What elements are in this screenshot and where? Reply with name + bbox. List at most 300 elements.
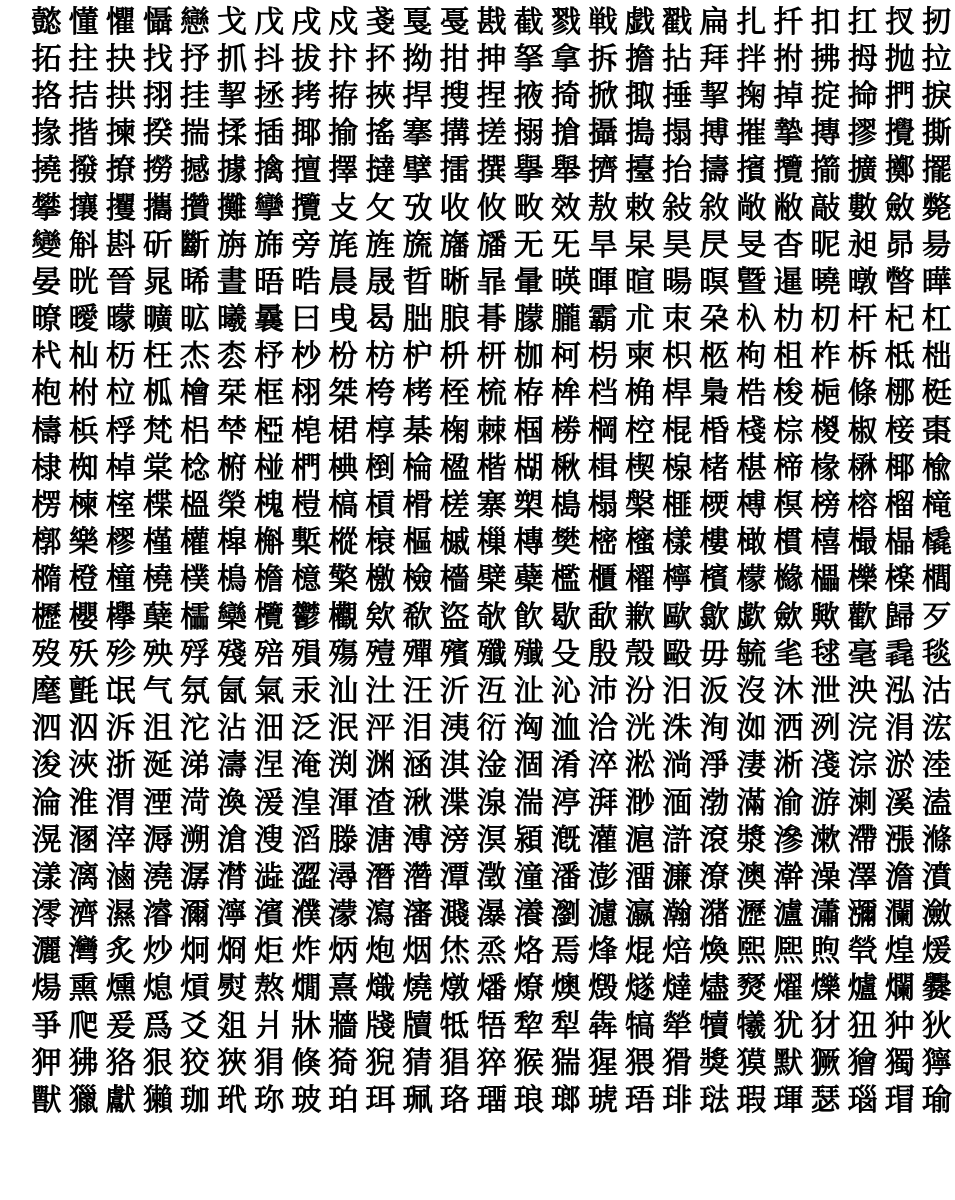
glyph-char: 潁	[513, 822, 544, 858]
glyph-char: 爍	[810, 971, 841, 1007]
glyph-char: 珈	[179, 1083, 210, 1119]
glyph-char: 猩	[587, 1045, 618, 1081]
glyph-char: 敲	[810, 190, 841, 226]
glyph-char: 濆	[921, 859, 952, 895]
glyph-row	[28, 748, 952, 785]
glyph-char: 枉	[142, 339, 173, 375]
glyph-char: 麾	[31, 673, 62, 709]
glyph-row	[28, 4, 952, 41]
glyph-char: 朖	[439, 302, 470, 338]
glyph-char: 欷	[402, 599, 433, 635]
glyph-row	[28, 785, 952, 822]
glyph-char: 撓	[31, 153, 62, 189]
glyph-char: 浣	[847, 711, 878, 747]
glyph-char: 舉	[550, 153, 581, 189]
glyph-char: 濬	[142, 897, 173, 933]
glyph-char: 蘖	[142, 599, 173, 635]
glyph-char: 梵	[142, 413, 173, 449]
glyph-char: 樊	[550, 525, 581, 561]
glyph-char: 暼	[884, 264, 915, 300]
glyph-char: 歔	[736, 599, 767, 635]
glyph-char: 汢	[365, 673, 396, 709]
glyph-char: 獻	[105, 1083, 136, 1119]
glyph-char: 攣	[254, 190, 285, 226]
glyph-char: 沮	[142, 711, 173, 747]
glyph-char: 樣	[662, 525, 693, 561]
glyph-char: 杲	[625, 227, 656, 263]
glyph-char: 泄	[810, 673, 841, 709]
glyph-char: 掟	[810, 78, 841, 114]
glyph-char: 珞	[439, 1083, 470, 1119]
glyph-char: 淇	[439, 748, 470, 784]
glyph-char: 昴	[884, 227, 915, 263]
glyph-row	[28, 376, 952, 413]
glyph-char: 淆	[550, 748, 581, 784]
glyph-char: 獵	[68, 1083, 99, 1119]
glyph-char: 杳	[773, 227, 804, 263]
glyph-char: 擴	[847, 153, 878, 189]
glyph-char: 橄	[736, 525, 767, 561]
glyph-char: 斷	[179, 227, 210, 263]
glyph-char: 汳	[699, 673, 730, 709]
glyph-char: 炯	[179, 934, 210, 970]
glyph-char: 蘗	[513, 562, 544, 598]
glyph-char: 拔	[291, 41, 322, 77]
glyph-char: 楡	[921, 450, 952, 486]
glyph-char: 榑	[736, 488, 767, 524]
glyph-char: 柢	[884, 339, 915, 375]
glyph-char: 掫	[625, 78, 656, 114]
glyph-row	[28, 1045, 952, 1082]
glyph-char: 烋	[439, 934, 470, 970]
glyph-row	[28, 562, 952, 599]
glyph-char: 椢	[513, 413, 544, 449]
glyph-char: 濱	[254, 897, 285, 933]
glyph-row	[28, 822, 952, 859]
glyph-char: 濘	[217, 897, 248, 933]
glyph-char: 桾	[328, 413, 359, 449]
glyph-char: 晏	[31, 264, 62, 300]
glyph-char: 燵	[662, 971, 693, 1007]
glyph-char: 槎	[439, 488, 470, 524]
glyph-char: 洟	[439, 711, 470, 747]
glyph-char: 昃	[699, 227, 730, 263]
glyph-row	[28, 636, 952, 673]
glyph-char: 櫂	[625, 562, 656, 598]
glyph-char: 樞	[402, 525, 433, 561]
glyph-char: 杁	[736, 302, 767, 338]
glyph-char: 摎	[847, 116, 878, 152]
glyph-char: 擧	[513, 153, 544, 189]
glyph-char: 櫑	[810, 562, 841, 598]
glyph-char: 漱	[810, 822, 841, 858]
glyph-char: 櫃	[587, 562, 618, 598]
glyph-char: 煥	[699, 934, 730, 970]
glyph-char: 歉	[625, 599, 656, 635]
glyph-char: 瀑	[476, 897, 507, 933]
glyph-char: 揀	[105, 116, 136, 152]
glyph-char: 焜	[625, 934, 656, 970]
glyph-char: 檜	[179, 376, 210, 412]
glyph-char: 殃	[142, 636, 173, 672]
glyph-char: 槧	[291, 525, 322, 561]
glyph-char: 朷	[810, 302, 841, 338]
glyph-char: 歛	[773, 599, 804, 635]
glyph-char: 柩	[699, 339, 730, 375]
glyph-char: 氈	[68, 673, 99, 709]
glyph-char: 枌	[328, 339, 359, 375]
glyph-char: 灑	[31, 934, 62, 970]
glyph-char: 擂	[439, 153, 470, 189]
glyph-char: 抒	[179, 41, 210, 77]
glyph-char: 攸	[476, 190, 507, 226]
glyph-char: 炳	[328, 934, 359, 970]
glyph-char: 攷	[402, 190, 433, 226]
glyph-char: 玻	[291, 1083, 322, 1119]
glyph-char: 旡	[550, 227, 581, 263]
glyph-char: 倏	[291, 1045, 322, 1081]
glyph-char: 杣	[68, 339, 99, 375]
glyph-char: 霸	[587, 302, 618, 338]
glyph-char: 畋	[513, 190, 544, 226]
glyph-char: 栩	[291, 376, 322, 412]
glyph-char: 泙	[365, 711, 396, 747]
glyph-char: 朮	[625, 302, 656, 338]
glyph-char: 棗	[921, 413, 952, 449]
glyph-char: 滲	[773, 822, 804, 858]
glyph-char: 渣	[365, 785, 396, 821]
glyph-char: 杞	[884, 302, 915, 338]
glyph-char: 擲	[884, 153, 915, 189]
glyph-char: 泓	[884, 673, 915, 709]
glyph-char: 潺	[179, 859, 210, 895]
glyph-char: 敝	[773, 190, 804, 226]
glyph-char: 熏	[68, 971, 99, 1007]
glyph-char: 框	[254, 376, 285, 412]
glyph-char: 樛	[105, 525, 136, 561]
glyph-char: 懾	[142, 4, 173, 40]
glyph-char: 瀟	[810, 897, 841, 933]
glyph-char: 歹	[921, 599, 952, 635]
glyph-char: 擒	[254, 153, 285, 189]
glyph-char: 椪	[254, 450, 285, 486]
glyph-char: 梛	[884, 376, 915, 412]
glyph-char: 炒	[142, 934, 173, 970]
glyph-char: 盜	[439, 599, 470, 635]
glyph-char: 桿	[662, 376, 693, 412]
glyph-char: 洫	[550, 711, 581, 747]
glyph-char: 沺	[254, 711, 285, 747]
glyph-char: 楹	[439, 450, 470, 486]
glyph-char: 溪	[884, 785, 915, 821]
glyph-char: 淦	[476, 748, 507, 784]
glyph-char: 拱	[105, 78, 136, 114]
glyph-char: 檬	[736, 562, 767, 598]
glyph-char: 曠	[142, 302, 173, 338]
glyph-char: 殤	[328, 636, 359, 672]
glyph-char: 插	[254, 116, 285, 152]
glyph-char: 找	[142, 41, 173, 77]
glyph-char: 抓	[217, 41, 248, 77]
glyph-char: 淌	[662, 748, 693, 784]
glyph-char: 柝	[847, 339, 878, 375]
glyph-char: 摯	[773, 116, 804, 152]
glyph-char: 擅	[291, 153, 322, 189]
glyph-char: 榲	[179, 488, 210, 524]
glyph-char: 敕	[625, 190, 656, 226]
glyph-char: 椚	[291, 450, 322, 486]
glyph-char: 殞	[291, 636, 322, 672]
glyph-char: 攪	[884, 116, 915, 152]
glyph-char: 效	[550, 190, 581, 226]
glyph-char: 枹	[31, 376, 62, 412]
glyph-char: 瀉	[365, 897, 396, 933]
glyph-char: 毯	[921, 636, 952, 672]
glyph-char: 歡	[847, 599, 878, 635]
glyph-char: 煖	[921, 934, 952, 970]
glyph-char: 琺	[699, 1083, 730, 1119]
glyph-char: 棠	[142, 450, 173, 486]
glyph-char: 曉	[810, 264, 841, 300]
glyph-char: 槓	[365, 488, 396, 524]
glyph-char: 擇	[328, 153, 359, 189]
glyph-char: 沾	[217, 711, 248, 747]
glyph-char: 湲	[254, 785, 285, 821]
glyph-char: 滯	[847, 822, 878, 858]
glyph-char: 濺	[439, 897, 470, 933]
glyph-char: 橙	[68, 562, 99, 598]
glyph-char: 澤	[847, 859, 878, 895]
glyph-char: 槁	[328, 488, 359, 524]
glyph-char: 拏	[513, 41, 544, 77]
glyph-char: 狃	[847, 1008, 878, 1044]
glyph-char: 歙	[699, 599, 730, 635]
glyph-char: 氓	[105, 673, 136, 709]
glyph-char: 椏	[254, 413, 285, 449]
glyph-char: 瀁	[513, 897, 544, 933]
glyph-char: 沽	[921, 673, 952, 709]
glyph-char: 梟	[699, 376, 730, 412]
glyph-char: 泱	[847, 673, 878, 709]
glyph-char: 焉	[550, 934, 581, 970]
glyph-char: 泅	[68, 711, 99, 747]
glyph-char: 浙	[105, 748, 136, 784]
glyph-char: 抔	[365, 41, 396, 77]
glyph-char: 燧	[625, 971, 656, 1007]
glyph-char: 槞	[921, 488, 952, 524]
glyph-char: 變	[31, 227, 62, 263]
glyph-char: 烝	[476, 934, 507, 970]
glyph-char: 擺	[921, 153, 952, 189]
glyph-char: 槊	[513, 488, 544, 524]
glyph-char: 攬	[291, 190, 322, 226]
glyph-char: 泯	[328, 711, 359, 747]
glyph-char: 杰	[179, 339, 210, 375]
glyph-char: 殪	[365, 636, 396, 672]
glyph-char: 燉	[439, 971, 470, 1007]
glyph-char: 檣	[439, 562, 470, 598]
glyph-char: 棹	[105, 450, 136, 486]
glyph-char: 洵	[699, 711, 730, 747]
glyph-char: 撥	[68, 153, 99, 189]
glyph-char: 淬	[587, 748, 618, 784]
glyph-char: 揩	[68, 116, 99, 152]
glyph-char: 湎	[662, 785, 693, 821]
glyph-char: 戀	[179, 4, 210, 40]
glyph-char: 毋	[699, 636, 730, 672]
glyph-char: 旁	[291, 227, 322, 263]
glyph-char: 欖	[254, 599, 285, 635]
glyph-char: 猴	[513, 1045, 544, 1081]
glyph-char: 拊	[773, 41, 804, 77]
glyph-row	[28, 525, 952, 562]
glyph-char: 戛	[402, 4, 433, 40]
glyph-char: 泛	[291, 711, 322, 747]
glyph-char: 濳	[402, 859, 433, 895]
glyph-char: 獨	[884, 1045, 915, 1081]
glyph-char: 渊	[365, 748, 396, 784]
glyph-char: 斟	[105, 227, 136, 263]
glyph-row	[28, 413, 952, 450]
glyph-row	[28, 599, 952, 636]
glyph-char: 槐	[254, 488, 285, 524]
glyph-char: 漓	[68, 859, 99, 895]
glyph-char: 曦	[217, 302, 248, 338]
glyph-char: 犧	[736, 1008, 767, 1044]
glyph-char: 濕	[105, 897, 136, 933]
glyph-char: 獎	[699, 1045, 730, 1081]
glyph-row	[28, 897, 952, 934]
glyph-char: 澹	[884, 859, 915, 895]
glyph-char: 拮	[68, 78, 99, 114]
glyph-char: 燗	[291, 971, 322, 1007]
glyph-char: 溥	[402, 822, 433, 858]
glyph-char: 澁	[254, 859, 285, 895]
glyph-char: 牾	[476, 1008, 507, 1044]
glyph-char: 枴	[587, 339, 618, 375]
glyph-char: 猾	[662, 1045, 693, 1081]
glyph-char: 戳	[662, 4, 693, 40]
glyph-char: 猜	[402, 1045, 433, 1081]
glyph-char: 檳	[699, 562, 730, 598]
glyph-row	[28, 1008, 952, 1045]
glyph-char: 扨	[921, 4, 952, 40]
glyph-char: 槹	[217, 525, 248, 561]
glyph-char: 燎	[513, 971, 544, 1007]
glyph-char: 撩	[105, 153, 136, 189]
glyph-char: 烽	[587, 934, 618, 970]
glyph-char: 猝	[476, 1045, 507, 1081]
glyph-char: 檮	[31, 413, 62, 449]
glyph-char: 拆	[587, 41, 618, 77]
glyph-char: 棆	[402, 450, 433, 486]
glyph-char: 汞	[291, 673, 322, 709]
glyph-char: 栲	[402, 376, 433, 412]
glyph-char: 搓	[476, 116, 507, 152]
glyph-char: 挈	[217, 78, 248, 114]
glyph-char: 擡	[625, 153, 656, 189]
glyph-char: 爨	[921, 971, 952, 1007]
glyph-char: 棕	[773, 413, 804, 449]
glyph-char: 橇	[921, 525, 952, 561]
glyph-char: 爬	[68, 1008, 99, 1044]
glyph-char: 犹	[773, 1008, 804, 1044]
glyph-char: 歸	[884, 599, 915, 635]
glyph-char: 爐	[847, 971, 878, 1007]
glyph-row	[28, 934, 952, 971]
glyph-char: 洌	[810, 711, 841, 747]
glyph-char: 殍	[179, 636, 210, 672]
glyph-char: 樔	[476, 525, 507, 561]
glyph-char: 旃	[217, 227, 248, 263]
glyph-char: 挈	[699, 78, 730, 114]
glyph-char: 搆	[439, 116, 470, 152]
glyph-char: 梍	[291, 413, 322, 449]
glyph-char: 楾	[662, 450, 693, 486]
glyph-char: 桷	[625, 376, 656, 412]
glyph-char: 牋	[365, 1008, 396, 1044]
glyph-char: 煢	[847, 934, 878, 970]
glyph-char: 搏	[699, 116, 730, 152]
glyph-char: 檄	[365, 562, 396, 598]
glyph-char: 濤	[217, 748, 248, 784]
glyph-char: 樌	[773, 525, 804, 561]
glyph-char: 暎	[550, 264, 581, 300]
glyph-char: 楸	[550, 450, 581, 486]
glyph-char: 瀋	[402, 897, 433, 933]
glyph-char: 樢	[217, 562, 248, 598]
glyph-char: 猖	[439, 1045, 470, 1081]
glyph-char: 狹	[217, 1045, 248, 1081]
glyph-char: 戊	[254, 4, 285, 40]
glyph-char: 燠	[550, 971, 581, 1007]
glyph-char: 殷	[587, 636, 618, 672]
glyph-char: 毬	[810, 636, 841, 672]
glyph-char: 猊	[365, 1045, 396, 1081]
glyph-char: 烟	[402, 934, 433, 970]
glyph-char: 拉	[921, 41, 952, 77]
glyph-char: 瑙	[847, 1083, 878, 1119]
glyph-char: 挂	[179, 78, 210, 114]
glyph-char: 抖	[254, 41, 285, 77]
glyph-char: 棯	[179, 450, 210, 486]
glyph-char: 搗	[625, 116, 656, 152]
glyph-row	[28, 673, 952, 710]
glyph-char: 淪	[31, 785, 62, 821]
glyph-char: 潸	[217, 859, 248, 895]
glyph-char: 濂	[662, 859, 693, 895]
glyph-char: 煦	[810, 934, 841, 970]
glyph-char: 琿	[773, 1083, 804, 1119]
glyph-char: 湮	[142, 785, 173, 821]
glyph-char: 榱	[365, 525, 396, 561]
glyph-char: 歿	[31, 636, 62, 672]
glyph-char: 燔	[476, 971, 507, 1007]
glyph-char: 樶	[847, 525, 878, 561]
glyph-char: 檻	[550, 562, 581, 598]
glyph-char: 桍	[365, 376, 396, 412]
glyph-char: 旆	[254, 227, 285, 263]
glyph-char: 瀘	[773, 897, 804, 933]
glyph-char: 澎	[587, 859, 618, 895]
glyph-char: 拓	[31, 41, 62, 77]
glyph-char: 槭	[439, 525, 470, 561]
glyph-char: 琅	[513, 1083, 544, 1119]
glyph-char: 柎	[68, 376, 99, 412]
glyph-char: 爻	[179, 1008, 210, 1044]
glyph-char: 爛	[884, 971, 915, 1007]
glyph-char: 炸	[291, 934, 322, 970]
